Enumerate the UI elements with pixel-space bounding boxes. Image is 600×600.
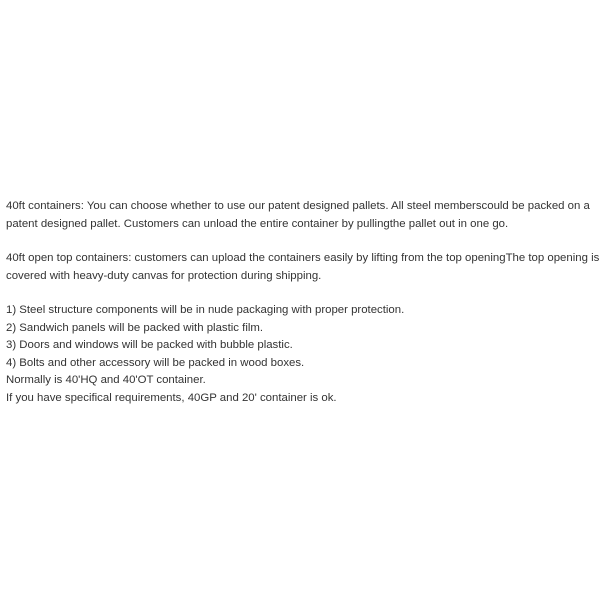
text-line: 40ft open top containers: customers can upload the containers easily by lifting from the top openingThe top opening is [6,252,600,264]
paragraph-open-top-containers [6,250,600,285]
list-item: 4) Bolts and other accessory will be packed in wood boxes. [6,356,305,369]
text-line: 40ft containers: You can choose whether to use our patent designed pallets. All steel memberscould be packed on a [6,200,590,212]
list-item: 2) Sandwich panels will be packed with plastic film. [6,321,264,334]
list-item: 3) Doors and windows will be packed with bubble plastic. [6,339,293,351]
paragraph-40ft-containers [6,198,594,233]
packing-info-content [6,198,600,407]
packing-list [6,302,594,407]
text-line: patent designed pallet. Customers can unload the entire container by pullingthe pallet out in one go. [6,217,509,230]
list-item: If you have specifical requirements, 40GP and 20' container is ok. [6,391,337,404]
list-item: 1) Steel structure components will be in nude packaging with proper protection. [6,304,405,316]
text-line: covered with heavy-duty canvas for protection during shipping. [6,269,322,282]
list-item: Normally is 40'HQ and 40'OT container. [6,374,206,386]
